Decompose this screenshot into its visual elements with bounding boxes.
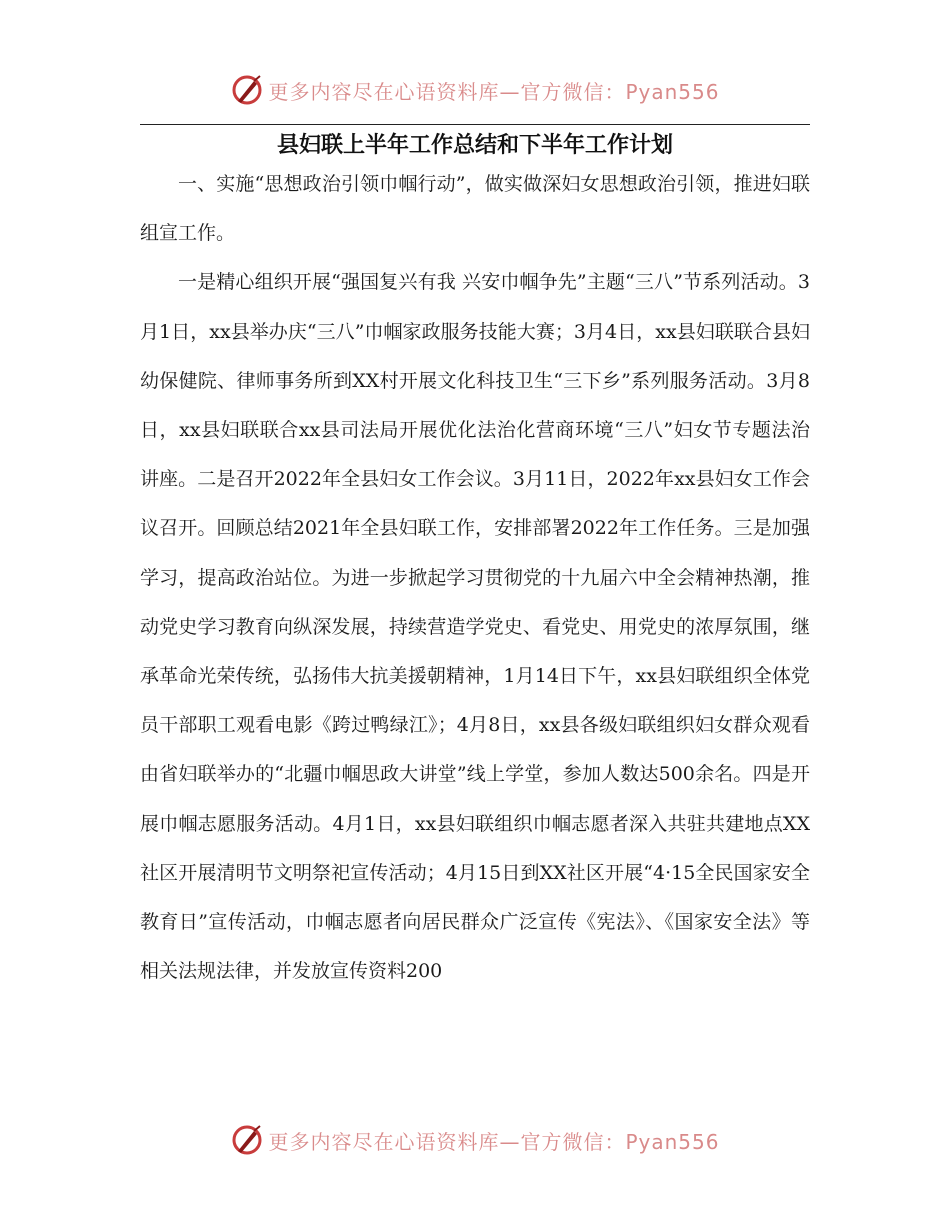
banner-text: 更多内容尽在心语资料库—官方微信：Pyan556 xyxy=(268,79,720,104)
document-title: 县妇联上半年工作总结和下半年工作计划 xyxy=(276,133,673,158)
quill-logo-icon xyxy=(230,1123,264,1157)
quill-logo-icon xyxy=(230,73,264,107)
document-body xyxy=(140,160,810,996)
paragraph: 一、实施“思想政治引领巾帼行动”，做实做深妇女思想政治引领，推进妇联组宣工作。 xyxy=(140,173,810,245)
footer-banner xyxy=(0,1120,950,1160)
header-banner xyxy=(0,70,950,110)
header-divider xyxy=(140,124,810,125)
paragraph: 一是精心组织开展“强国复兴有我 兴安巾帼争先”主题“三八”节系列活动。3月1日，xx县举办庆“三八”巾帼家政服务技能大赛；3月4日，xx县妇联联合县妇幼保健院、律师事务所到XX村开展文化科技卫生“三下乡”系列服务活动。3月8日，xx县妇联联合xx县司法局开展优化法治化营商环境“三八”妇女节专题法治讲座。二是召开2022年全县妇女工作会议。3月11日，2022年xx县妇女工作会议召开。回顾总结2021年全县妇联工作，安排部署2022年工作任务。三是加强学习，提高政治站位。为进一步掀起学习贯彻党的十九届六中全会精神热潮，推动党史学习教育向纵深发展，持续营造学党史、看党史、用党史的浓厚氛围，继承革命光荣传统，弘扬伟大抗美援朝精神，1月14日下午，xx县妇联组织全体党员干部职工观看电影《跨过鸭绿江》；4月8日，xx县各级妇联组织妇女群众观看由省妇联举办的“北疆巾帼思政大讲堂”线上学堂，参加人数达500余名。四是开展巾帼志愿服务活动。4月1日，xx县妇联组织巾帼志愿者深入共驻共建地点XX社区开展清明节文明祭祀宣传活动；4月15日到XX社区开展“4·15全民国家安全教育日”宣传活动，巾帼志愿者向居民群众广泛宣传《宪法》、《国家安全法》等相关法规法律，并发放宣传资料200 xyxy=(140,271,810,983)
banner-text: 更多内容尽在心语资料库—官方微信：Pyan556 xyxy=(268,1129,720,1154)
